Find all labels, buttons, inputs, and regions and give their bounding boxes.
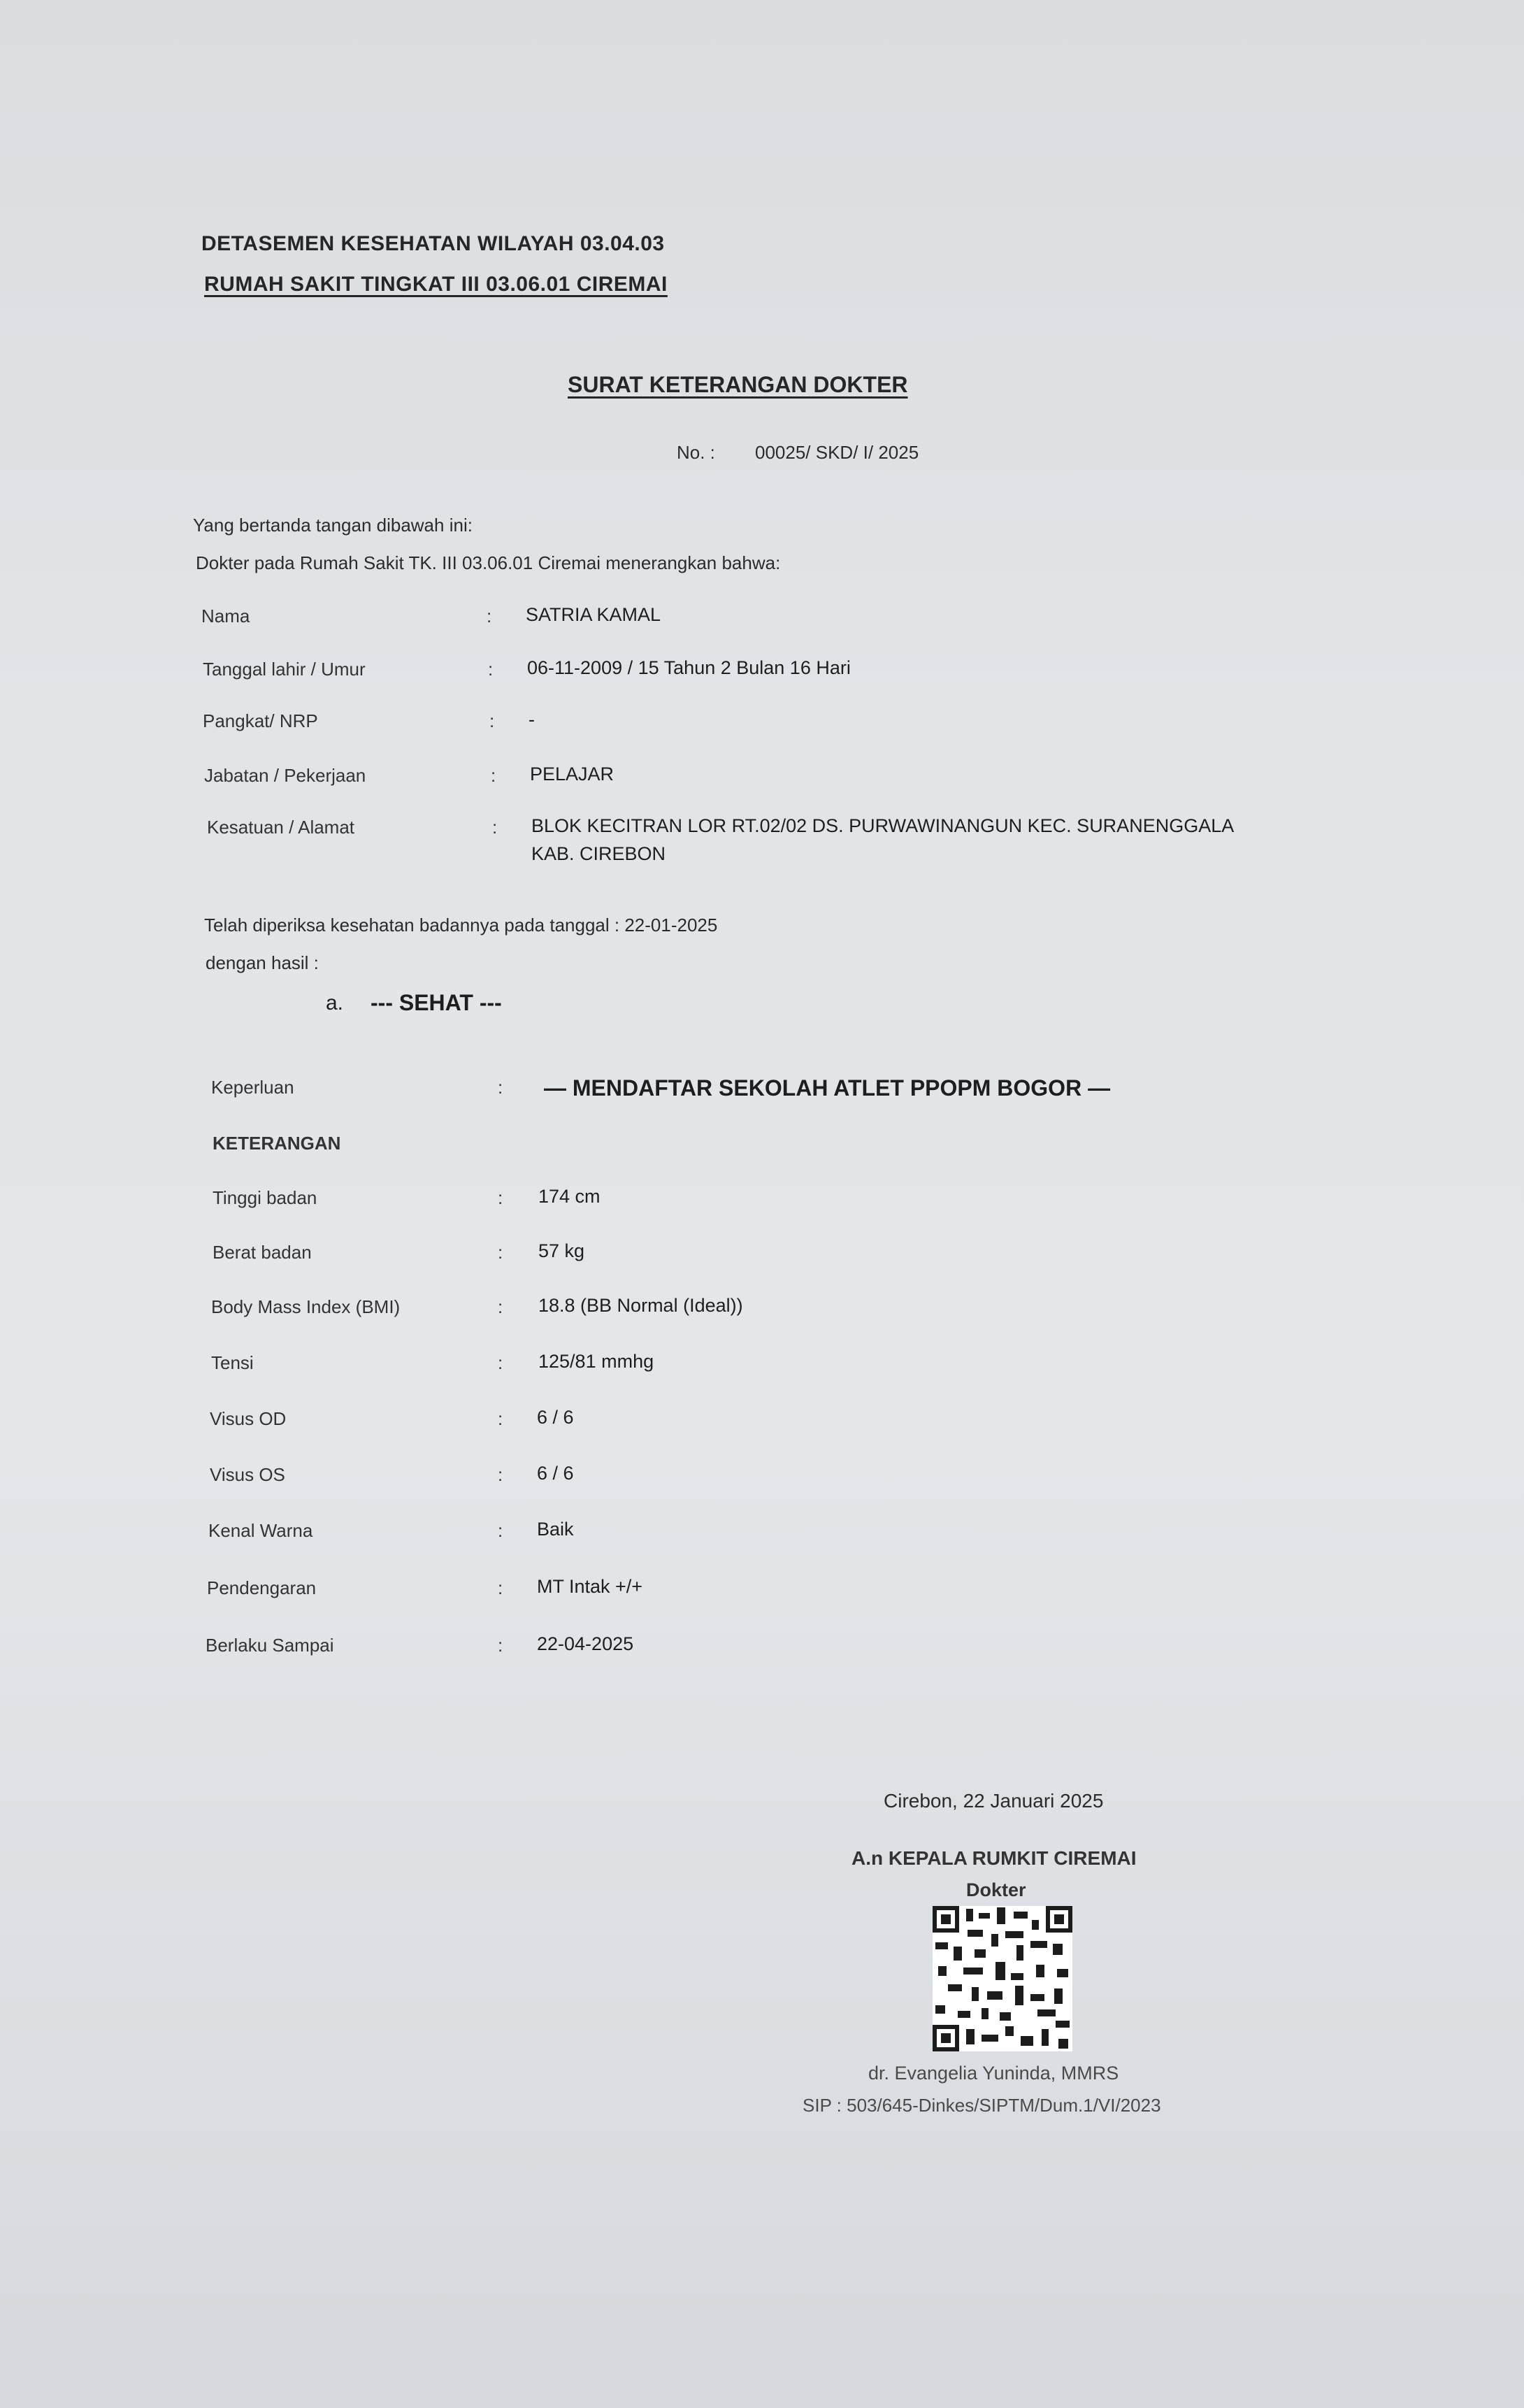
- patient-label: Tanggal lahir / Umur: [203, 659, 366, 680]
- patient-label: Nama: [201, 605, 250, 626]
- patient-address: BLOK KECITRAN LOR RT.02/02 DS. PURWAWINANGUN KEC. SURANENGGALA: [531, 815, 1235, 836]
- colon: :: [498, 1635, 503, 1656]
- qr-code: [933, 1906, 1072, 2051]
- colon: :: [492, 817, 498, 838]
- exam-date: Telah diperiksa kesehatan badannya pada tanggal : 22-01-2025: [204, 915, 718, 936]
- note-label: Kenal Warna: [208, 1520, 313, 1541]
- colon: :: [491, 765, 496, 786]
- colon: :: [498, 1077, 503, 1098]
- place-date: Cirebon, 22 Januari 2025: [884, 1790, 1104, 1812]
- patient-label: Kesatuan / Alamat: [207, 817, 355, 838]
- intro-line-2: Dokter pada Rumah Sakit TK. III 03.06.01 Ciremai menerangkan bahwa:: [196, 552, 781, 573]
- note-label: Berat badan: [213, 1242, 312, 1263]
- exam-result-label: dengan hasil :: [206, 952, 319, 973]
- height-value: 174 cm: [538, 1186, 601, 1207]
- patient-label: Pangkat/ NRP: [203, 710, 318, 731]
- patient-birthdate-age: 06-11-2009 / 15 Tahun 2 Bulan 16 Hari: [527, 657, 851, 678]
- exam-result: --- SEHAT ---: [371, 990, 502, 1015]
- colon: :: [498, 1464, 503, 1485]
- note-label: Tensi: [211, 1352, 254, 1373]
- document-title: SURAT KETERANGAN DOKTER: [568, 372, 908, 397]
- weight-value: 57 kg: [538, 1240, 585, 1261]
- hearing-value: MT Intak +/+: [537, 1576, 643, 1597]
- header-unit: DETASEMEN KESEHATAN WILAYAH 03.04.03: [201, 232, 665, 255]
- visus-os-value: 6 / 6: [537, 1463, 574, 1484]
- patient-rank: -: [529, 709, 535, 730]
- on-behalf: A.n KEPALA RUMKIT CIREMAI: [851, 1847, 1137, 1869]
- notes-heading: KETERANGAN: [213, 1133, 341, 1154]
- patient-label: Jabatan / Pekerjaan: [204, 765, 366, 786]
- signer-name: dr. Evangelia Yuninda, MMRS: [868, 2063, 1119, 2084]
- document-number: 00025/ SKD/ I/ 2025: [755, 442, 919, 463]
- colon: :: [498, 1408, 503, 1429]
- color-vision-value: Baik: [537, 1519, 574, 1540]
- number-label: No. :: [677, 442, 715, 463]
- note-label: Body Mass Index (BMI): [211, 1296, 401, 1317]
- signer-sip: SIP : 503/645-Dinkes/SIPTM/Dum.1/VI/2023: [803, 2095, 1161, 2116]
- colon: :: [498, 1520, 503, 1541]
- bmi-value: 18.8 (BB Normal (Ideal)): [538, 1295, 743, 1316]
- purpose-value: — MENDAFTAR SEKOLAH ATLET PPOPM BOGOR —: [544, 1075, 1111, 1101]
- colon: :: [488, 659, 494, 680]
- colon: :: [498, 1187, 503, 1208]
- blood-pressure-value: 125/81 mmhg: [538, 1351, 654, 1372]
- patient-address-line-2: KAB. CIREBON: [531, 843, 666, 864]
- colon: :: [489, 710, 495, 731]
- note-label: Berlaku Sampai: [206, 1635, 334, 1656]
- colon: :: [498, 1352, 503, 1373]
- visus-od-value: 6 / 6: [537, 1407, 574, 1428]
- header-hospital: RUMAH SAKIT TINGKAT III 03.06.01 CIREMAI: [204, 273, 668, 296]
- note-label: Visus OS: [210, 1464, 285, 1485]
- note-label: Visus OD: [210, 1408, 287, 1429]
- colon: :: [498, 1296, 503, 1317]
- colon: :: [498, 1577, 503, 1598]
- colon: :: [487, 605, 492, 626]
- colon: :: [498, 1242, 503, 1263]
- result-letter: a.: [326, 991, 344, 1015]
- valid-until-value: 22-04-2025: [537, 1633, 634, 1654]
- purpose-label: Keperluan: [211, 1077, 294, 1098]
- patient-occupation: PELAJAR: [530, 764, 614, 784]
- intro-line-1: Yang bertanda tangan dibawah ini:: [193, 515, 473, 536]
- note-label: Tinggi badan: [213, 1187, 317, 1208]
- patient-name: SATRIA KAMAL: [526, 604, 661, 625]
- note-label: Pendengaran: [207, 1577, 317, 1598]
- signer-role: Dokter: [966, 1879, 1026, 1900]
